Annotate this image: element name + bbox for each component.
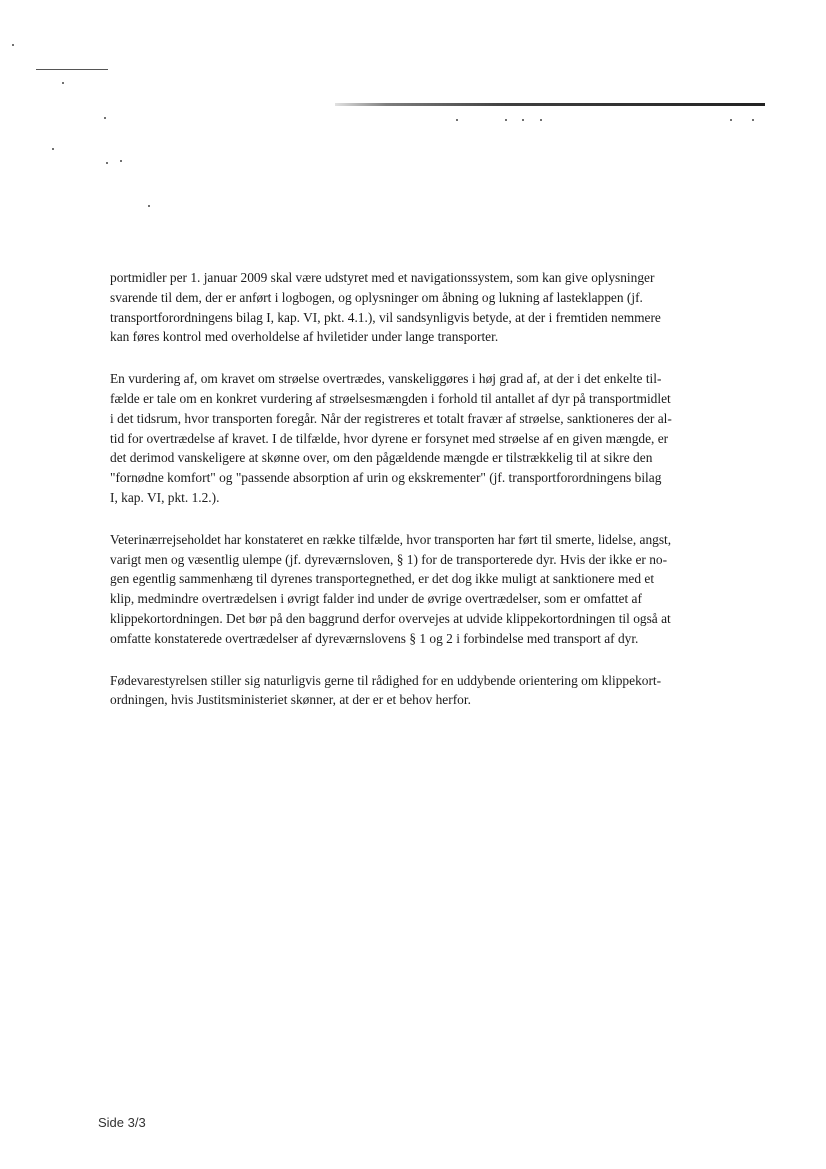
scan-speck [12,44,14,46]
text-line: ordningen, hvis Justitsministeriet skønner, at der er et behov herfor. [110,692,471,708]
page-number: Side 3/3 [98,1115,146,1130]
text-line: klip, medmindre overtrædelsen i øvrigt falder ind under de øvrige overtrædelser, som er omfattet af [110,591,642,607]
text-line: klippekortordningen. Det bør på den baggrund derfor overvejes at udvide klippekortordningen til også at [110,610,671,626]
letter-body [110,268,745,732]
text-line: fælde er tale om en konkret vurdering af strøelsesmængden i forhold til antallet af dyr på transportmidlet [110,390,671,406]
paragraph-straw [110,369,745,508]
text-line: i det tidsrum, hvor transporten foregår. Når der registreres et totalt fravær af strøelse, sanktioneres der al- [110,410,672,426]
scan-speck [456,119,458,121]
text-line: portmidler per 1. januar 2009 skal være udstyret med et navigationssystem, som kan give oplysninger [110,270,655,285]
text-line: tid for overtrædelse af kravet. I de tilfælde, hvor dyrene er forsynet med strøelse af en given mængde, er [110,430,669,446]
scan-artifact-rule [36,69,108,70]
text-line: varigt men og væsentlig ulempe (jf. dyreværnsloven, § 1) for de transporterede dyr. Hvis der ikke er no- [110,551,668,567]
text-line: kan føres kontrol med overholdelse af hviletider under lange transporter. [110,329,499,345]
paragraph-veterinary [110,530,745,649]
text-line: En vurdering af, om kravet om strøelse overtrædes, vanskeliggøres i høj grad af, at der i det enkelte til- [110,371,662,387]
scan-speck [106,162,108,164]
scan-speck [522,119,524,121]
scan-speck [540,119,542,121]
scan-speck [505,119,507,121]
text-line: omfatte konstaterede overtrædelser af dyreværnslovens § 1 og 2 i forbindelse med transport af dyr. [110,630,639,646]
header-rule [335,103,765,106]
text-line: svarende til dem, der er anført i logbogen, og oplysninger om åbning og lukning af lasteklappen (jf. [110,289,643,305]
scan-speck [730,119,732,121]
text-line: gen egentlig sammenhæng til dyrenes transportegnethed, er det dog ikke muligt at sanktionere med et [110,571,655,587]
text-line: det derimod vanskeligere at skønne over, om den pågældende mængde er tilstrækkelig til at sikre den [110,450,653,466]
text-line: Veterinærrejseholdet har konstateret en række tilfælde, hvor transporten har ført til smerte, lidelse, angst, [110,531,672,547]
text-line: transportforordningens bilag I, kap. VI, pkt. 4.1.), vil sandsynligvis betyde, at der i fremtiden nemmere [110,309,661,325]
text-line: "fornødne komfort" og "passende absorption af urin og ekskrementer" (jf. transportforordningens bilag [110,470,662,486]
paragraph-closing [110,671,745,711]
scan-speck [752,119,754,121]
scan-speck [148,205,150,207]
scan-speck [104,117,106,119]
text-line: I, kap. VI, pkt. 1.2.). [110,489,220,505]
scan-speck [62,82,64,84]
paragraph-navigation [110,268,745,347]
text-line: Fødevarestyrelsen stiller sig naturligvis gerne til rådighed for en uddybende orientering om klippekort- [110,672,662,688]
scan-speck [120,160,122,162]
scan-speck [52,148,54,150]
